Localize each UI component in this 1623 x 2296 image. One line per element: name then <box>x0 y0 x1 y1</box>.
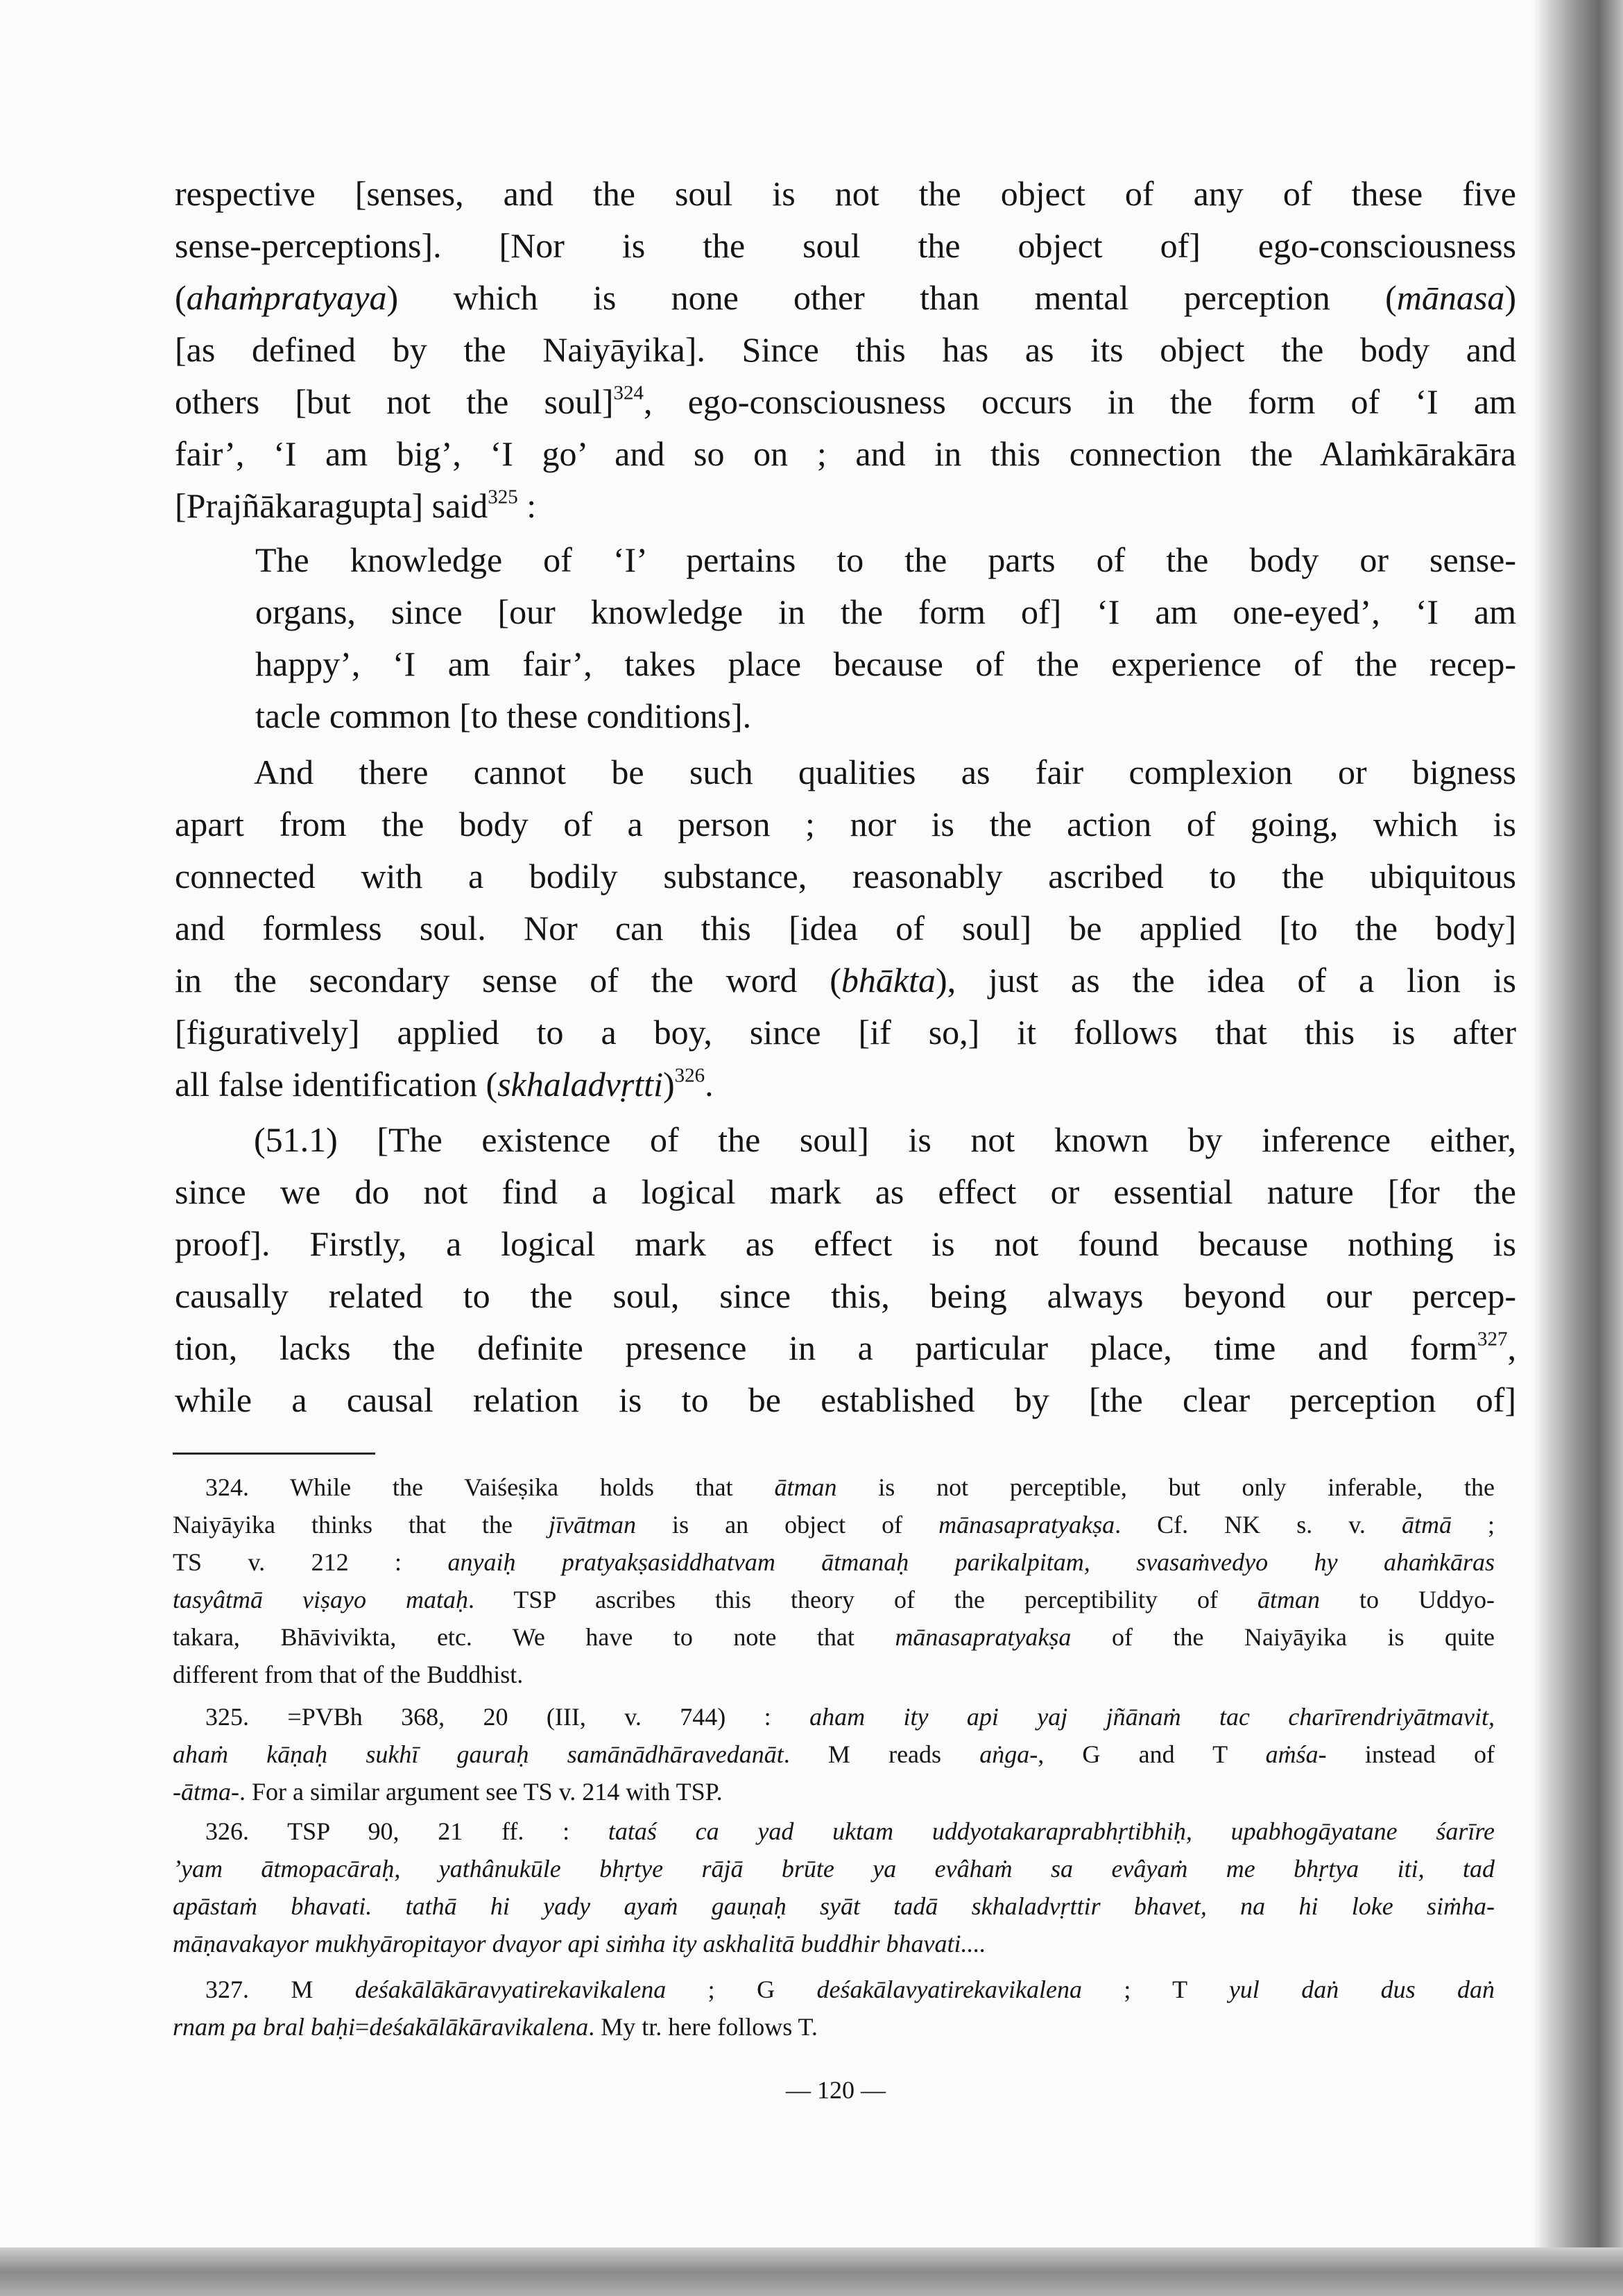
text-line <box>255 534 1516 586</box>
text-run: 327. M <box>205 1976 355 2003</box>
footnote-ref: 327 <box>1477 1328 1508 1351</box>
text-line <box>175 902 1516 954</box>
text-line <box>175 1166 1516 1218</box>
italic-term: aṅga- <box>979 1740 1038 1768</box>
text-run: different from that of the Buddhist. <box>173 1661 524 1688</box>
italic-term: ātma- <box>181 1778 239 1806</box>
text-run: : <box>517 486 537 525</box>
paragraph-qualities <box>175 746 1516 1111</box>
text-line <box>175 1114 1516 1166</box>
text-line <box>255 638 1516 690</box>
text-run: 325. =PVBh 368, 20 (III, v. 744) : <box>205 1703 810 1731</box>
text-run: ; G <box>666 1976 817 2003</box>
italic-term: ātman <box>774 1473 837 1501</box>
text-run: ), just as the idea of a lion is <box>936 961 1516 1000</box>
text-run: . For a similar argument see TS v. 214 with TSP. <box>239 1778 723 1806</box>
italic-term: ’yam ātmopacāraḥ, yathânukūle bhṛtye rājā brūte ya evâhaṁ sa evâyaṁ me bhṛtya iti, tad <box>173 1855 1495 1883</box>
text-run: others [but not the soul] <box>175 382 614 421</box>
italic-term: ahaṁ kāṇaḥ sukhī gauraḥ samānādhāravedanāt <box>173 1740 784 1768</box>
italic-term: mānasa <box>1396 278 1505 317</box>
italic-term: tataś ca yad uktam uddyotakaraprabhṛtibhiḥ, upabhogāyatane śarīre <box>608 1817 1495 1845</box>
text-line <box>173 2008 1495 2046</box>
text-run: Naiyāyika thinks that the <box>173 1511 549 1539</box>
paragraph-inference <box>175 1114 1516 1426</box>
text-line <box>255 690 1516 742</box>
text-line <box>175 1322 1516 1374</box>
italic-term: ātmā <box>1401 1511 1452 1539</box>
italic-term: jīvātman <box>549 1511 637 1539</box>
block-quote <box>255 534 1516 742</box>
text-line <box>173 1850 1495 1887</box>
text-line <box>173 1656 1495 1693</box>
text-line <box>175 324 1516 376</box>
text-run: . <box>705 1065 714 1104</box>
italic-term: māṇavakayor mukhyāropitayor dvayor api siṁha ity askhalitā buddhir bhavati.... <box>173 1930 986 1957</box>
text-run: ; <box>1451 1511 1495 1539</box>
italic-term: aṁśa- <box>1265 1740 1327 1768</box>
text-run: is an object of <box>636 1511 939 1539</box>
text-line <box>173 1773 1495 1810</box>
text-line <box>175 376 1516 428</box>
text-run: instead of <box>1326 1740 1495 1768</box>
italic-term: apāstaṁ bhavati. tathā hi yady ayaṁ gauṇaḥ syāt tadā skhaladvṛttir bhavet, na hi loke siṁha- <box>173 1892 1495 1920</box>
text-line <box>175 480 1516 532</box>
italic-term: bhākta <box>841 961 936 1000</box>
text-run: [figuratively] applied to a boy, since [if so,] it follows that this is after <box>175 1013 1516 1052</box>
text-line <box>173 1925 1495 1962</box>
text-run: in the secondary sense of the word ( <box>175 961 841 1000</box>
italic-term: skhaladvṛtti <box>497 1065 663 1104</box>
text-line <box>175 954 1516 1006</box>
text-run: . TSP ascribes this theory of the perceptibility of <box>467 1586 1257 1613</box>
text-run: ; T <box>1081 1976 1229 2003</box>
text-line <box>175 1218 1516 1270</box>
text-line <box>173 1618 1495 1656</box>
italic-term: mānasapratyakṣa <box>938 1511 1115 1539</box>
footnote-326 <box>173 1813 1495 1962</box>
scanned-binding-edge <box>1533 0 1623 2296</box>
italic-term: yul daṅ dus daṅ <box>1228 1976 1495 2003</box>
text-line <box>173 1813 1495 1850</box>
footnote-rule <box>173 1453 375 1455</box>
text-line <box>175 1374 1516 1426</box>
text-line <box>173 1468 1495 1506</box>
italic-term: anyaiḥ pratyakṣasiddhatvam ātmanaḥ parikalpitam, svasaṁvedyo hy ahaṁkāras <box>447 1548 1495 1576</box>
text-line <box>173 1736 1495 1773</box>
text-run: And there cannot be such qualities as fair complexion or bigness <box>254 753 1516 791</box>
text-run: ) which is none other than mental perception ( <box>386 278 1397 317</box>
text-run: - <box>173 1778 181 1806</box>
text-run: [as defined by the Naiyāyika]. Since this has as its object the body and <box>175 330 1516 369</box>
text-run: , ego-consciousness occurs in the form of ‘I am <box>644 382 1516 421</box>
text-run: proof]. Firstly, a logical mark as effect is not found because nothing is <box>175 1224 1516 1263</box>
text-run: and formless soul. Nor can this [idea of soul] be applied [to the body] <box>175 909 1516 948</box>
text-line <box>175 1270 1516 1322</box>
footnote-ref: 324 <box>613 382 644 404</box>
footnote-ref: 326 <box>674 1064 705 1087</box>
text-run: causally related to the soul, since this, being always beyond our percep- <box>175 1276 1516 1315</box>
text-run: tacle common [to these conditions]. <box>255 696 752 735</box>
footnote-325 <box>173 1698 1495 1810</box>
text-run: The knowledge of ‘I’ pertains to the parts of the body or sense- <box>255 540 1516 579</box>
text-run: 324. While the Vaiśeṣika holds that <box>205 1473 775 1501</box>
text-run: takara, Bhāvivikta, etc. We have to note that <box>173 1623 895 1651</box>
text-run: = <box>355 2013 370 2041</box>
text-line <box>175 746 1516 798</box>
text-run: tion, lacks the definite presence in a particular place, time and form <box>175 1328 1477 1367</box>
paragraph-senses <box>175 168 1516 532</box>
text-run: all false identification ( <box>175 1065 498 1104</box>
text-run: to Uddyo- <box>1319 1586 1495 1613</box>
text-run: , G and T <box>1038 1740 1266 1768</box>
text-run: apart from the body of a person ; nor is the action of going, which is <box>175 805 1516 843</box>
text-run: TS v. 212 : <box>173 1548 448 1576</box>
text-run: is not perceptible, but only inferable, the <box>836 1473 1495 1501</box>
text-line <box>175 220 1516 272</box>
page-number: — 120 — <box>786 2076 886 2104</box>
text-run: ) <box>662 1065 675 1104</box>
text-line <box>173 1506 1495 1543</box>
text-run: fair’, ‘I am big’, ‘I go’ and so on ; and in this connection the Alaṁkārakāra <box>175 434 1516 473</box>
text-line <box>173 1543 1495 1581</box>
text-run: connected with a bodily substance, reasonably ascribed to the ubiquitous <box>175 857 1516 896</box>
text-line <box>173 1581 1495 1618</box>
italic-term: deśakālavyatirekavikalena <box>816 1976 1082 2003</box>
text-line <box>175 1059 1516 1111</box>
text-line <box>255 586 1516 638</box>
text-run: happy’, ‘I am fair’, takes place because of the experience of the recep- <box>255 644 1516 683</box>
footnote-327 <box>173 1971 1495 2046</box>
text-run: [Prajñākaragupta] said <box>175 486 488 525</box>
text-run: . My tr. here follows T. <box>588 2013 818 2041</box>
text-run: . Cf. NK s. v. <box>1115 1511 1402 1539</box>
text-run: respective [senses, and the soul is not the object of any of these five <box>175 174 1516 213</box>
text-line <box>175 428 1516 480</box>
italic-term: tasyâtmā viṣayo mataḥ <box>173 1586 468 1613</box>
text-run: while a causal relation is to be established by [the clear perception of] <box>175 1380 1516 1419</box>
text-line <box>173 1971 1495 2008</box>
italic-term: deśakālākāravyatirekavikalena <box>354 1976 667 2003</box>
text-run: of the Naiyāyika is quite <box>1071 1623 1495 1651</box>
text-line <box>175 798 1516 850</box>
italic-term: rnam pa bral baḥi <box>173 2013 356 2041</box>
text-run: organs, since [our knowledge in the form of] ‘I am one-eyed’, ‘I am <box>255 592 1516 631</box>
italic-term: deśakālākāravikalena <box>369 2013 589 2041</box>
text-run: sense-perceptions]. [Nor is the soul the object of] ego-consciousness <box>175 226 1516 265</box>
footnote-ref: 325 <box>488 486 518 508</box>
italic-term: aham ity api yaj jñānaṁ tac charīrendriyātmavit, <box>809 1703 1495 1731</box>
text-run: ) <box>1504 278 1516 317</box>
text-run: (51.1) [The existence of the soul] is not known by inference either, <box>254 1120 1516 1159</box>
text-run: since we do not find a logical mark as effect or essential nature [for the <box>175 1172 1516 1211</box>
text-run: . M reads <box>783 1740 980 1768</box>
text-line <box>173 1698 1495 1736</box>
text-line <box>175 850 1516 902</box>
text-line <box>175 272 1516 324</box>
text-run: ( <box>175 278 187 317</box>
italic-term: mānasapratyakṣa <box>895 1623 1072 1651</box>
italic-term: ātman <box>1257 1586 1320 1613</box>
scanned-bottom-edge <box>0 2247 1623 2296</box>
text-line <box>173 1887 1495 1925</box>
text-line <box>175 1006 1516 1059</box>
footnote-324 <box>173 1468 1495 1693</box>
text-run: , <box>1507 1328 1516 1367</box>
italic-term: ahaṁpratyaya <box>186 278 387 317</box>
text-run: 326. TSP 90, 21 ff. : <box>205 1817 608 1845</box>
text-line <box>175 168 1516 220</box>
